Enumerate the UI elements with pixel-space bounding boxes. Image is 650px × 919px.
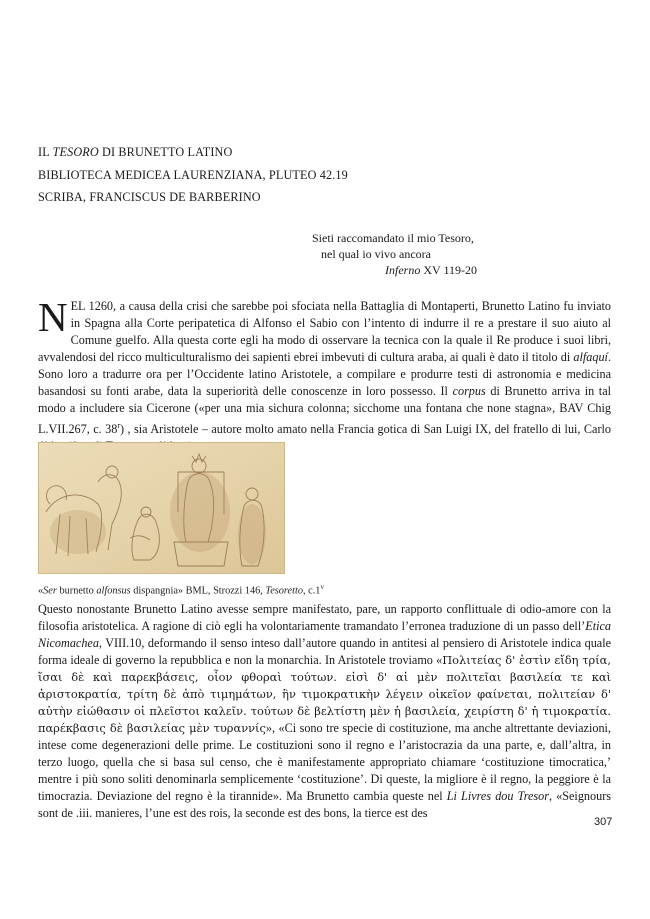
manuscript-illustration <box>38 442 285 574</box>
epigraph-line-1: Sieti raccomandato il mio Tesoro, <box>312 231 474 245</box>
header-library: BIBLIOTECA MEDICEA LAURENZIANA, PLUTEO 42.19 <box>38 167 348 182</box>
header-scribe: SCRIBA, FRANCISCUS DE BARBERINO <box>38 190 261 204</box>
epigraph-line-2: nel qual io vivo ancora <box>321 247 431 261</box>
paragraph-aristotle: Questo nonostante Brunetto Latino avesse sempre manifestato, pare, un rapporto conflittuale di odio-amore con la filosofia aristotelica. A ragione di ciò egli ha volontariamente tramandato l’erronea traduzione di un passo dell’Etica Nicomachea, VIII.10, deformando il senso inteso dall’autore quando in antitesi al pensiero di Aristotele indica quale forma ideale di governo la repubblica e non la monarchia. In Aristotele troviamo «Πολιτείας δ' ἐστὶν εἴδη τρία, ἴσαι δὲ καὶ παρεκβάσεις, οἷον φθοραὶ τούτων. εἰσὶ δ' αἱ μὲν πολιτεῖαι βασιλεία τε καὶ ἀριστοκρατία, τρίτη δὲ ἀπὸ τιμημάτων, ἣν τιμοκρατικὴν λέγειν οἰκεῖον φαίνεται, πολιτείαν δ' αὐτὴν εἰώθασιν οἱ πλεῖστοι καλεῖν. τούτων δὲ βελτίστη μὲν ἡ βασιλεία, χειρίστη δ' ἡ τιμοκρατία. παρέκβασις δὲ βασιλείας μὲν τυραννίς», «Ci sono tre specie di costituzione, ma anche altrettante deviazioni, intese come degenerazioni delle prime. Le costituzioni sono il regno e l’aristocrazia da una parte, e, dall’altra, in terzo luogo, quella che si basa sul censo, che è manifestamente appropriato chiamare ‘costituzione timocratica,’ mentre i più sono soliti denominarla semplicemente ‘costituzione’. Di queste, la migliore è il regno, la peggiore è la timocrazia. Deviazione del regno è la tirannide». Ma Brunetto cambia queste nel Li Livres dou Tresor, «Seignours sont de .iii. manieres, l’une est des rois, la seconde est des bons, la tierce est des <box>38 602 611 820</box>
page-number: 307 <box>594 816 613 828</box>
chapter-header <box>38 141 618 209</box>
paragraph-intro: NEL 1260, a causa della crisi che sarebbe poi sfociata nella Battaglia di Montaperti, Brunetto Latino fu inviato in Spagna alla Corte peripatetica di Alfonso el Sabio con l’intento di indurre il re a prestare il suo aiuto al Comune guelfo. Alla questa corte egli ha modo di osservare la tecnica con la quale il Re produce i suoi libri, avvalendosi del ricco multiculturalismo dei sapienti ebrei imbevuti di cultura araba, ai quali è dato il titolo di alfaquí. Sono loro a tradurre ora per l’Occidente latino Aristotele, a compilare e produrre testi di astronomia e medicina basandosi su fonti arabe, data la superiorità delle conoscenze in loro possesso. Il corpus di Brunetto arriva in tal modo a includere sia Cicerone («per una mia sichura colonna; sicchome una fontana che none stagna», BAV Chig L.VII.267, c. 38$^r$) , sia Aristotele – autore molto amato nella Francia gotica di San Luigi IX, del fratello di lui, Carlo <box>38 294 612 437</box>
header-title: IL TESORO DI BRUNETTO LATINO <box>38 145 233 159</box>
epigraph-source: Inferno XV 119-20 <box>385 263 477 277</box>
epigraph <box>312 230 612 278</box>
drop-cap: N <box>38 294 68 340</box>
figure-caption: «Ser burnetto alfonsus dispangnia» BML, Strozzi 146, Tesoretto, c.1$^v$ <box>38 583 324 597</box>
manuscript-drawing <box>38 442 285 574</box>
greek-quotation: Πολιτείας δ' ἐστὶν εἴδη τρία, ἴσαι δὲ καὶ παρεκβάσεις, οἷον φθοραὶ τούτων. εἰσὶ δ' αἱ μὲν πολιτεῖαι βασιλεία τε καὶ ἀριστοκρατία, τρίτη δὲ ἀπὸ τιμημάτων, ἣν τιμοκρατικὴν λέγειν οἰκεῖον φαίνεται, πολιτείαν δ' αὐτὴν εἰώθασιν οἱ πλεῖστοι καλεῖν. τούτων δὲ βελτίστη μὲν ἡ βασιλεία, χειρίστη δ' ἡ τιμοκρατία. παρέκβασις δὲ βασιλείας μὲν τυραννίς <box>38 653 611 735</box>
